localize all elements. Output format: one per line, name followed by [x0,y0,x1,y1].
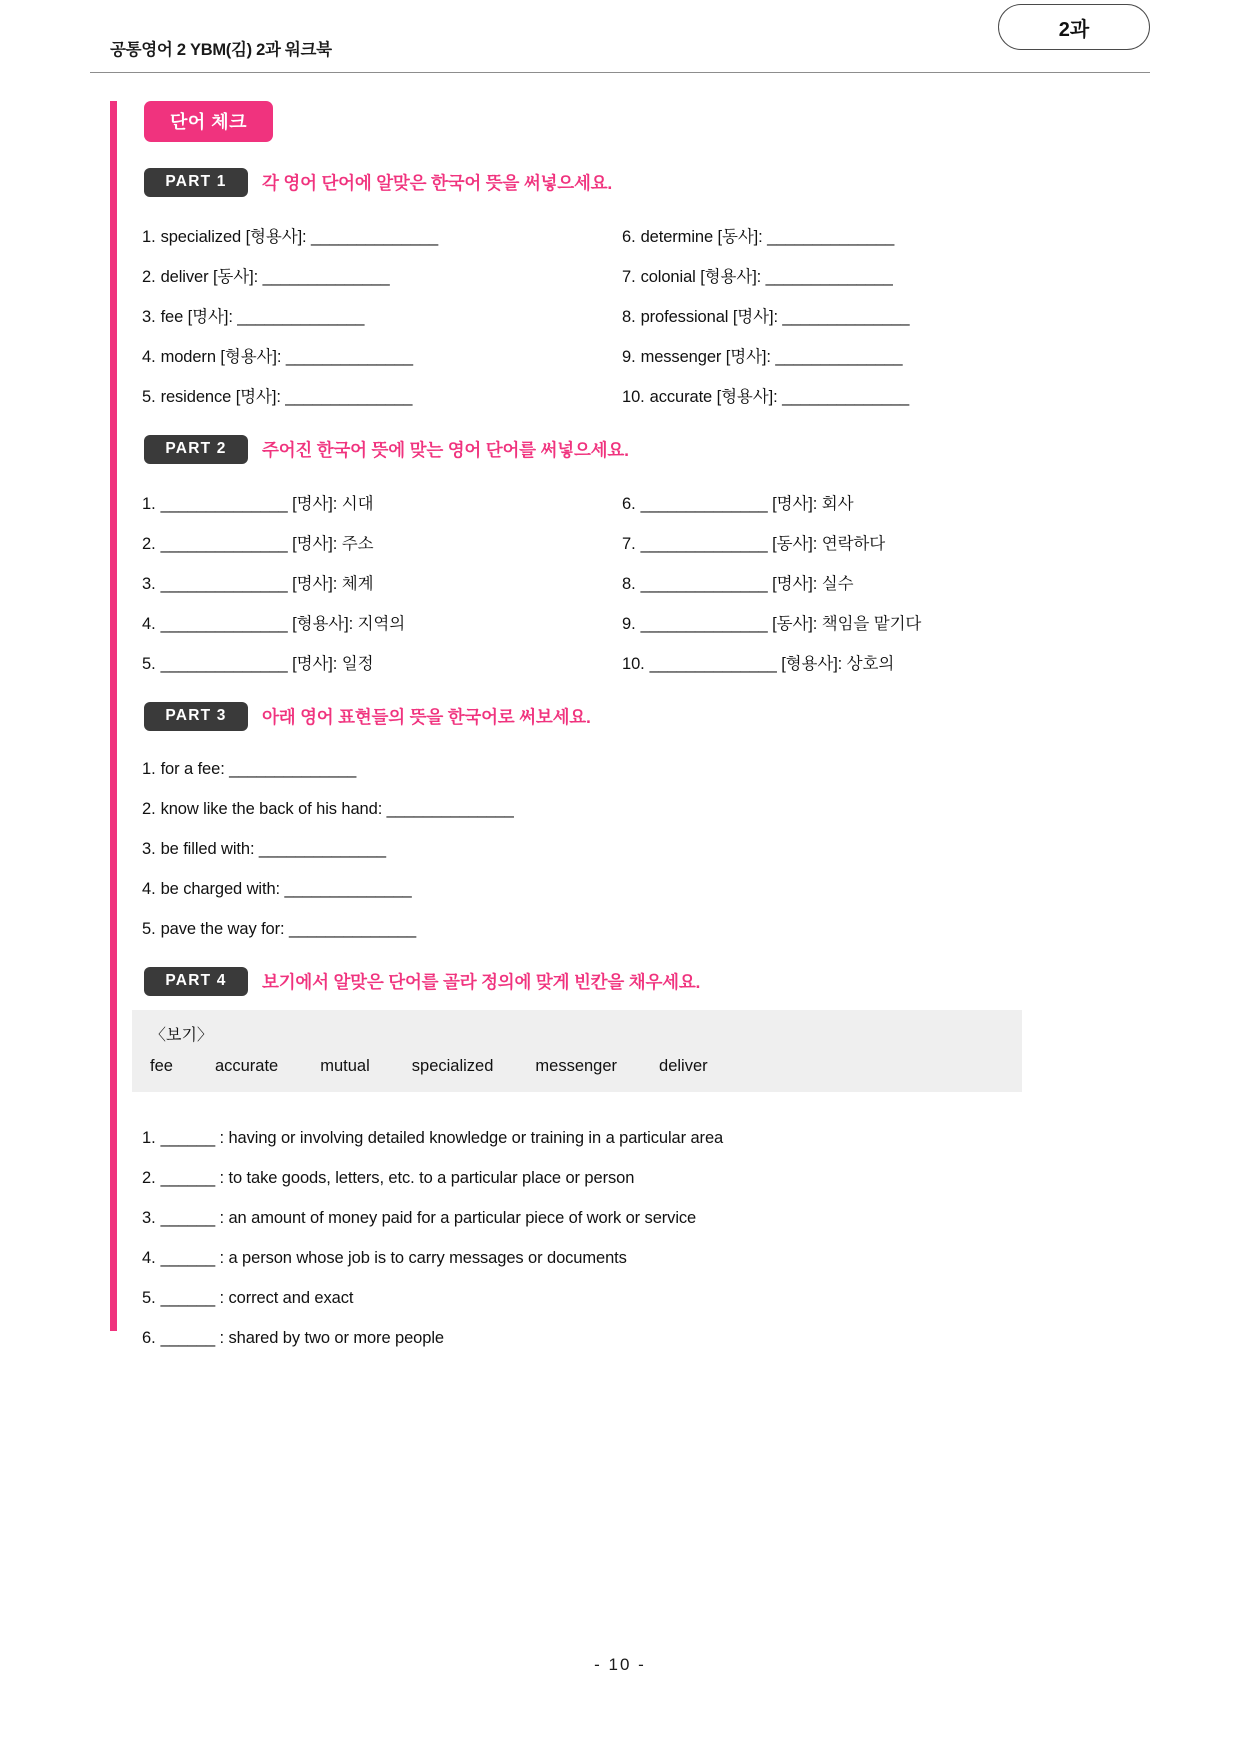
part-1-questions [132,217,1150,417]
part-2-questions [132,484,1150,684]
question-number: 7. [622,535,636,553]
question-text: ______________ [형용사]: 지역의 [160,615,406,633]
question-item [142,644,612,684]
question-item [142,749,1150,789]
question-text: modern [형용사]: ______________ [160,348,413,366]
question-number: 9. [622,348,636,366]
question-number: 6. [622,495,636,513]
part-3-instruction: 아래 영어 표현들의 뜻을 한국어로 써보세요. [262,707,591,727]
question-text: ______ : having or involving detailed knowledge or training in a particular area [160,1129,724,1147]
question-number: 9. [622,615,636,633]
question-number: 1. [142,760,156,778]
word-bank-word: deliver [659,1057,708,1075]
part-4-instruction: 보기에서 알맞은 단어를 골라 정의에 맞게 빈칸을 채우세요. [262,972,701,992]
word-bank-word: fee [150,1057,173,1075]
part-2-header [144,435,1150,464]
question-item [142,1118,1150,1158]
question-text: ______ : an amount of money paid for a particular piece of work or service [160,1209,697,1227]
question-text: know like the back of his hand: ______________ [160,800,514,818]
question-text: for a fee: ______________ [160,760,357,778]
question-text: ______________ [형용사]: 상호의 [649,655,895,673]
question-text: determine [동사]: ______________ [640,228,895,246]
question-item [622,604,1150,644]
word-bank [132,1010,1022,1092]
question-number: 2. [142,535,156,553]
question-item [622,644,1150,684]
question-text: ______________ [명사]: 실수 [640,575,854,593]
part-4-questions [132,1118,1150,1358]
question-number: 3. [142,575,156,593]
question-item [142,1158,1150,1198]
part-3-questions [132,749,1150,949]
question-item [622,217,1150,257]
question-text: ______ : a person whose job is to carry messages or documents [160,1249,627,1267]
question-text: colonial [형용사]: ______________ [640,268,893,286]
question-item [142,484,612,524]
question-number: 5. [142,388,156,406]
question-item [142,217,612,257]
question-number: 2. [142,268,156,286]
question-text: be charged with: ______________ [160,880,412,898]
question-number: 4. [142,348,156,366]
question-text: pave the way for: ______________ [160,920,417,938]
question-text: ______________ [명사]: 체계 [160,575,374,593]
part-3-badge: PART 3 [144,702,248,731]
question-number: 8. [622,575,636,593]
question-item [622,564,1150,604]
part-3-header [144,702,1150,731]
word-bank-word: mutual [320,1057,370,1075]
question-text: ______________ [동사]: 책임을 맡기다 [640,615,922,633]
word-bank-label: 〈보기〉 [150,1027,213,1044]
part-1-badge: PART 1 [144,168,248,197]
page-number: - 10 - [594,1655,646,1674]
question-number: 7. [622,268,636,286]
question-text: ______________ [명사]: 회사 [640,495,854,513]
question-text: be filled with: ______________ [160,840,387,858]
question-number: 2. [142,1169,156,1187]
question-text: deliver [동사]: ______________ [160,268,390,286]
question-number: 3. [142,840,156,858]
question-item [142,829,1150,869]
part-4-badge: PART 4 [144,967,248,996]
question-number: 1. [142,1129,156,1147]
question-item [622,524,1150,564]
question-item [622,337,1150,377]
question-text: accurate [형용사]: ______________ [649,388,910,406]
question-text: ______ : shared by two or more people [160,1329,444,1347]
word-bank-word: accurate [214,1057,279,1075]
question-item [142,789,1150,829]
question-text: ______________ [명사]: 일정 [160,655,374,673]
question-item [142,564,612,604]
question-number: 2. [142,800,156,818]
question-text: residence [명사]: ______________ [160,388,413,406]
question-text: professional [명사]: ______________ [640,308,910,326]
question-item [142,1238,1150,1278]
question-item [142,604,612,644]
question-text: ______________ [동사]: 연락하다 [640,535,886,553]
question-text: ______ : to take goods, letters, etc. to a particular place or person [160,1169,635,1187]
question-item [622,297,1150,337]
question-item [622,484,1150,524]
question-number: 3. [142,308,156,326]
question-item [142,1198,1150,1238]
word-bank-word: messenger [535,1057,618,1075]
part-1-instruction: 각 영어 단어에 알맞은 한국어 뜻을 써넣으세요. [262,173,613,193]
header-title: 공통영어 2 YBM(김) 2과 워크북 [110,41,332,59]
question-item [622,257,1150,297]
question-number: 6. [142,1329,156,1347]
part-1-header [144,168,1150,197]
question-number: 4. [142,1249,156,1267]
question-number: 4. [142,615,156,633]
question-item [142,1278,1150,1318]
question-item [622,377,1150,417]
question-item [142,257,612,297]
left-accent-rail [110,101,117,1331]
lesson-badge: 2과 [998,4,1150,50]
question-number: 5. [142,1289,156,1307]
question-text: ______________ [명사]: 주소 [160,535,374,553]
part-2-instruction: 주어진 한국어 뜻에 맞는 영어 단어를 써넣으세요. [262,440,629,460]
question-text: specialized [형용사]: ______________ [160,228,439,246]
question-number: 4. [142,880,156,898]
question-item [142,337,612,377]
page-header [90,0,1150,72]
question-item [142,869,1150,909]
question-number: 1. [142,228,156,246]
question-number: 3. [142,1209,156,1227]
question-number: 5. [142,655,156,673]
question-item [142,1318,1150,1358]
question-number: 10. [622,655,645,673]
question-number: 5. [142,920,156,938]
question-number: 6. [622,228,636,246]
question-item [142,909,1150,949]
question-text: ______ : correct and exact [160,1289,354,1307]
question-text: ______________ [명사]: 시대 [160,495,374,513]
question-item [142,377,612,417]
worksheet-content [110,101,1150,1358]
question-number: 8. [622,308,636,326]
question-item [142,297,612,337]
word-bank-words [150,1057,1004,1076]
question-number: 1. [142,495,156,513]
question-number: 10. [622,388,645,406]
part-4-header [144,967,1150,996]
section-title: 단어 체크 [144,101,273,142]
question-text: fee [명사]: ______________ [160,308,365,326]
question-text: messenger [명사]: ______________ [640,348,903,366]
header-divider [90,72,1150,73]
part-2-badge: PART 2 [144,435,248,464]
question-item [142,524,612,564]
word-bank-word: specialized [411,1057,494,1075]
